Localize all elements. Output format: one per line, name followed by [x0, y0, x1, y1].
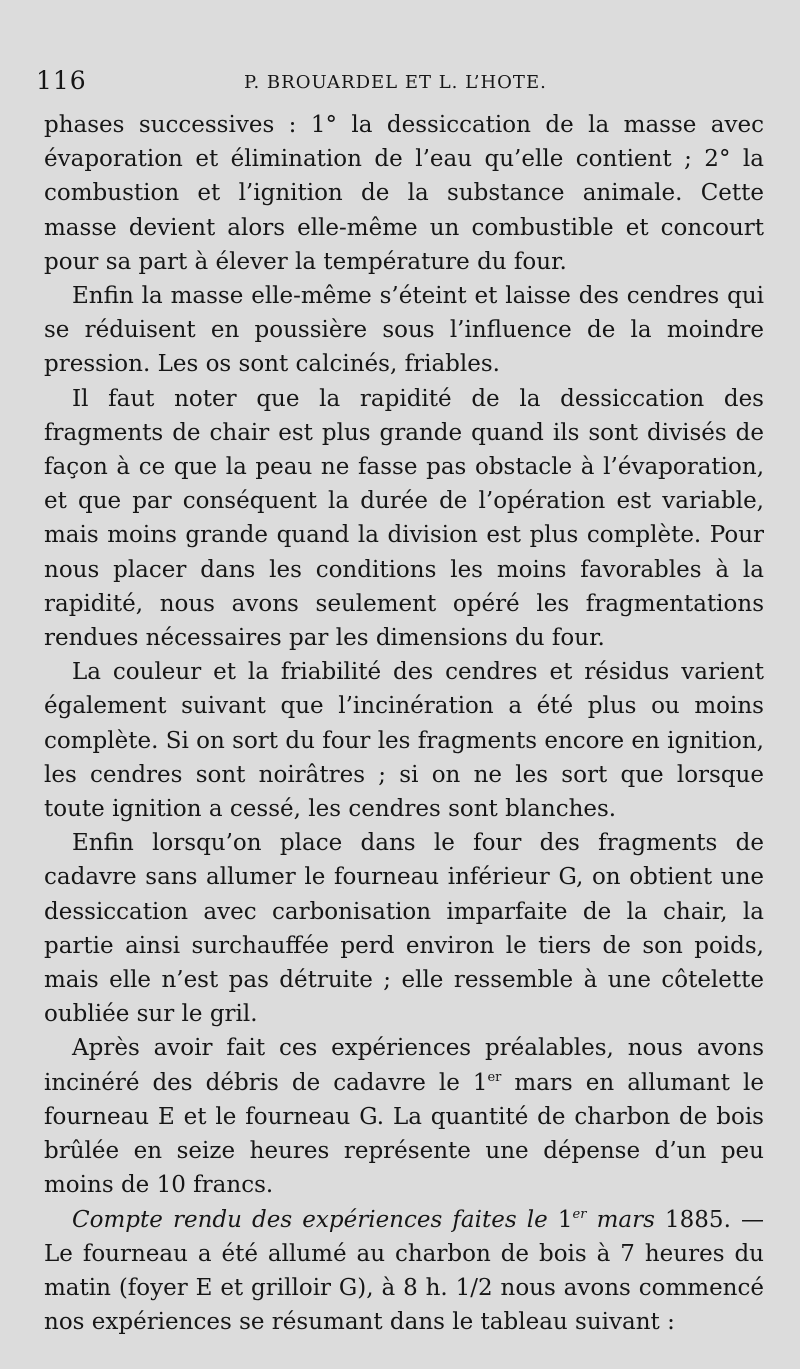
running-head: P. BROUARDEL ET L. L’HOTE.: [244, 72, 547, 93]
paragraph-text: Enfin lorsqu’on place dans le four des fragments de cadavre sans allumer le fourneau inférieur G, on obtient une dessiccation avec carbonisation imparfaite de la chair, la partie ainsi surchauffée perd environ le tiers de son poids, mais elle n’est pas détruite ; elle ressemble à une côtelette oubliée sur le gril.: [44, 830, 764, 1028]
paragraph-5: [44, 826, 764, 1031]
section-heading-italic: Compte rendu des expériences faites le: [72, 1206, 558, 1233]
paragraph-text: La couleur et la friabilité des cendres et résidus varient également suivant que l’incinération a été plus ou moins complète. Si on sort du four les fragments encore en ignition, les cendres sont noirâtres ; si on ne les sort que lorsque toute ignition a cessé, les cendres sont blanches.: [44, 659, 764, 823]
paragraph-text: phases successives : 1° la dessiccation de la masse avec évaporation et élimination de l’eau qu’elle contient ; 2° la combustion et l’ignition de la substance animale. Cette masse devient alors elle-même un combustible et concourt pour sa part à élever la température du four.: [44, 112, 764, 275]
paragraph-1: [44, 108, 764, 279]
paragraph-text: Enfin la masse elle-même s’éteint et laisse des cendres qui se réduisent en poussière sous l’influence de la moindre pression. Les os sont calcinés, friables.: [44, 283, 764, 378]
paragraph-4: [44, 655, 764, 826]
ordinal-superscript: er: [487, 1069, 502, 1085]
paragraph-text-start: Après avoir fait ces expériences préalables, nous avons incinéré des débris de cadavre le 1: [44, 1035, 764, 1096]
month-italic: mars: [586, 1206, 655, 1233]
paragraph-text: Il faut noter que la rapidité de la dessiccation des fragments de chair est plus grande quand ils sont divisés de façon à ce que la peau ne fasse pas obstacle à l’évaporation, et que par conséquent la durée de l’opération est variable, mais moins grande quand la division est plus complète. Pour nous placer dans les conditions les moins favorables à la rapidité, nous avons seulement opéré les fragmentations rendues nécessaires par les dimensions du four.: [44, 385, 764, 652]
page-header: [36, 66, 766, 106]
ordinal-superscript: er: [572, 1206, 587, 1222]
paragraph-7: [44, 1203, 764, 1340]
paragraph-3: [44, 382, 764, 656]
paragraph-6: [44, 1031, 764, 1202]
paragraph-text-end: mars en allumant le fourneau E et le fourneau G. La quantité de charbon de bois brûlée en seize heures représente une dépense d’un peu moins de 10 francs.: [44, 1069, 764, 1199]
date-number: 1: [557, 1206, 573, 1233]
paragraph-2: [44, 279, 764, 382]
page-number: 116: [36, 66, 87, 95]
paragraph-text-end: 1885. — Le fourneau a été allumé au charbon de bois à 7 heures du matin (foyer E et grilloir G), à 8 h. 1/2 nous avons commencé nos expériences se résumant dans le tableau suivant :: [44, 1206, 765, 1336]
body-text: [44, 108, 764, 1339]
